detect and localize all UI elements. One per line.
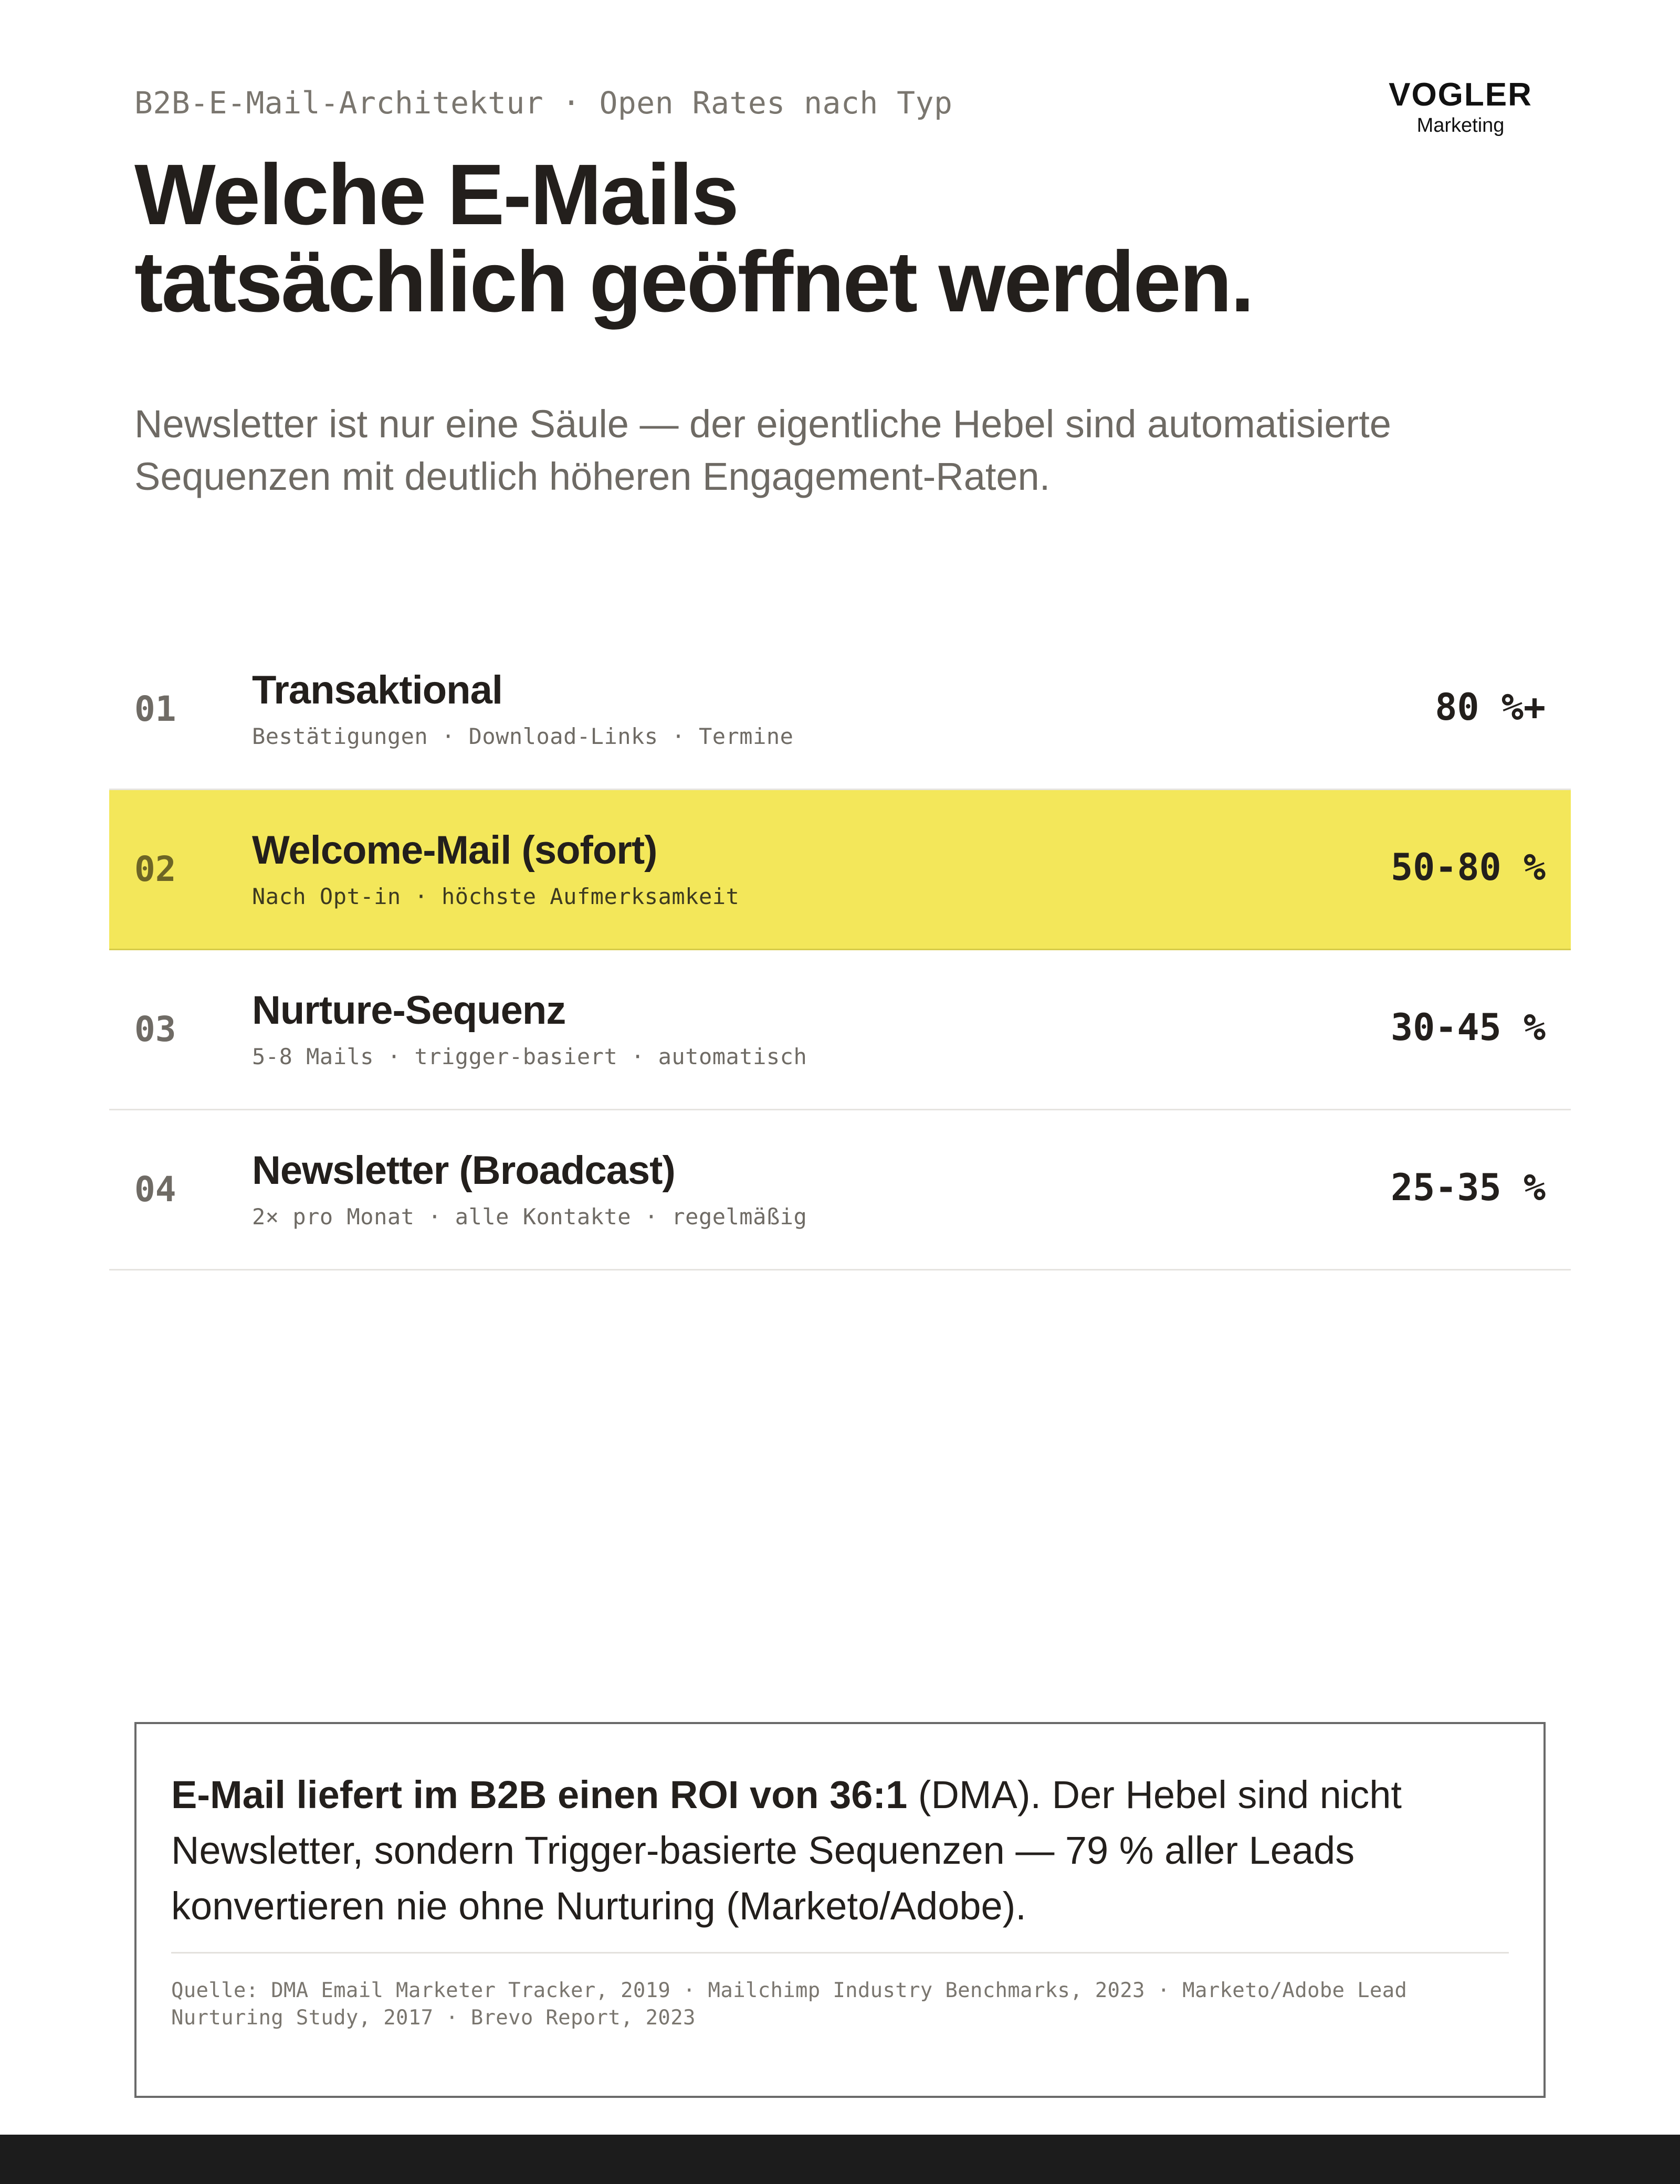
title-line-1: Welche E-Mails	[134, 146, 738, 243]
item-title: Newsletter (Broadcast)	[252, 1148, 675, 1193]
logo-wordmark: VOGLER	[1389, 77, 1532, 113]
page-subtitle: Newsletter ist nur eine Säule — der eigentliche Hebel sind automatisierte Sequenzen mit deutlich höheren Engagement-Raten.	[134, 402, 1391, 498]
page-title	[134, 146, 1447, 330]
item-number: 01	[134, 689, 176, 729]
item-open-rate: 30-45 %	[1390, 1006, 1546, 1049]
eyebrow-label: B2B-E-Mail-Architektur · Open Rates nach Typ	[134, 85, 953, 121]
item-details: 2× pro Monat · alle Kontakte · regelmäßig	[252, 1204, 807, 1230]
list-item-highlighted	[109, 790, 1571, 950]
item-number: 02	[134, 849, 176, 889]
footer-bar	[0, 2135, 1680, 2184]
divider	[171, 1952, 1509, 1954]
item-open-rate: 25-35 %	[1390, 1166, 1546, 1209]
item-number: 04	[134, 1169, 176, 1210]
insight-highlight: E-Mail liefert im B2B einen ROI von 36:1	[171, 1773, 908, 1816]
logo-subline: Marketing	[1416, 114, 1505, 136]
item-open-rate: 50-80 %	[1390, 846, 1546, 889]
key-insight-box	[134, 1722, 1546, 2098]
item-title: Nurture-Sequenz	[252, 988, 566, 1033]
title-line-2: tatsächlich geöffnet werden.	[134, 234, 1253, 330]
list-item	[109, 950, 1571, 1110]
item-details: Nach Opt-in · höchste Aufmerksamkeit	[252, 884, 740, 909]
item-title: Transaktional	[252, 668, 502, 712]
item-details: Bestätigungen · Download-Links · Termine	[252, 723, 794, 749]
insight-body: (DMA). Der Hebel sind nicht Newsletter, sondern Trigger-basierte Sequenzen — 79 % aller Leads konvertieren nie ohne Nurturing (Marketo/Adobe).	[171, 1773, 1402, 1928]
source-citation: Quelle: DMA Email Marketer Tracker, 2019 · Mailchimp Industry Benchmarks, 2023 · Marketo/Adobe Lead Nurturing Study, 2017 · Brevo Report, 2023	[171, 1979, 1408, 2030]
item-open-rate: 80 %+	[1435, 686, 1546, 729]
list-item	[109, 630, 1571, 790]
item-number: 03	[134, 1009, 176, 1049]
email-type-list	[109, 630, 1571, 1270]
brand-logo	[1377, 79, 1545, 135]
item-details: 5-8 Mails · trigger-basiert · automatisch	[252, 1044, 807, 1069]
list-item	[109, 1110, 1571, 1270]
item-title: Welcome-Mail (sofort)	[252, 828, 657, 873]
insight-text	[171, 1767, 1510, 1934]
